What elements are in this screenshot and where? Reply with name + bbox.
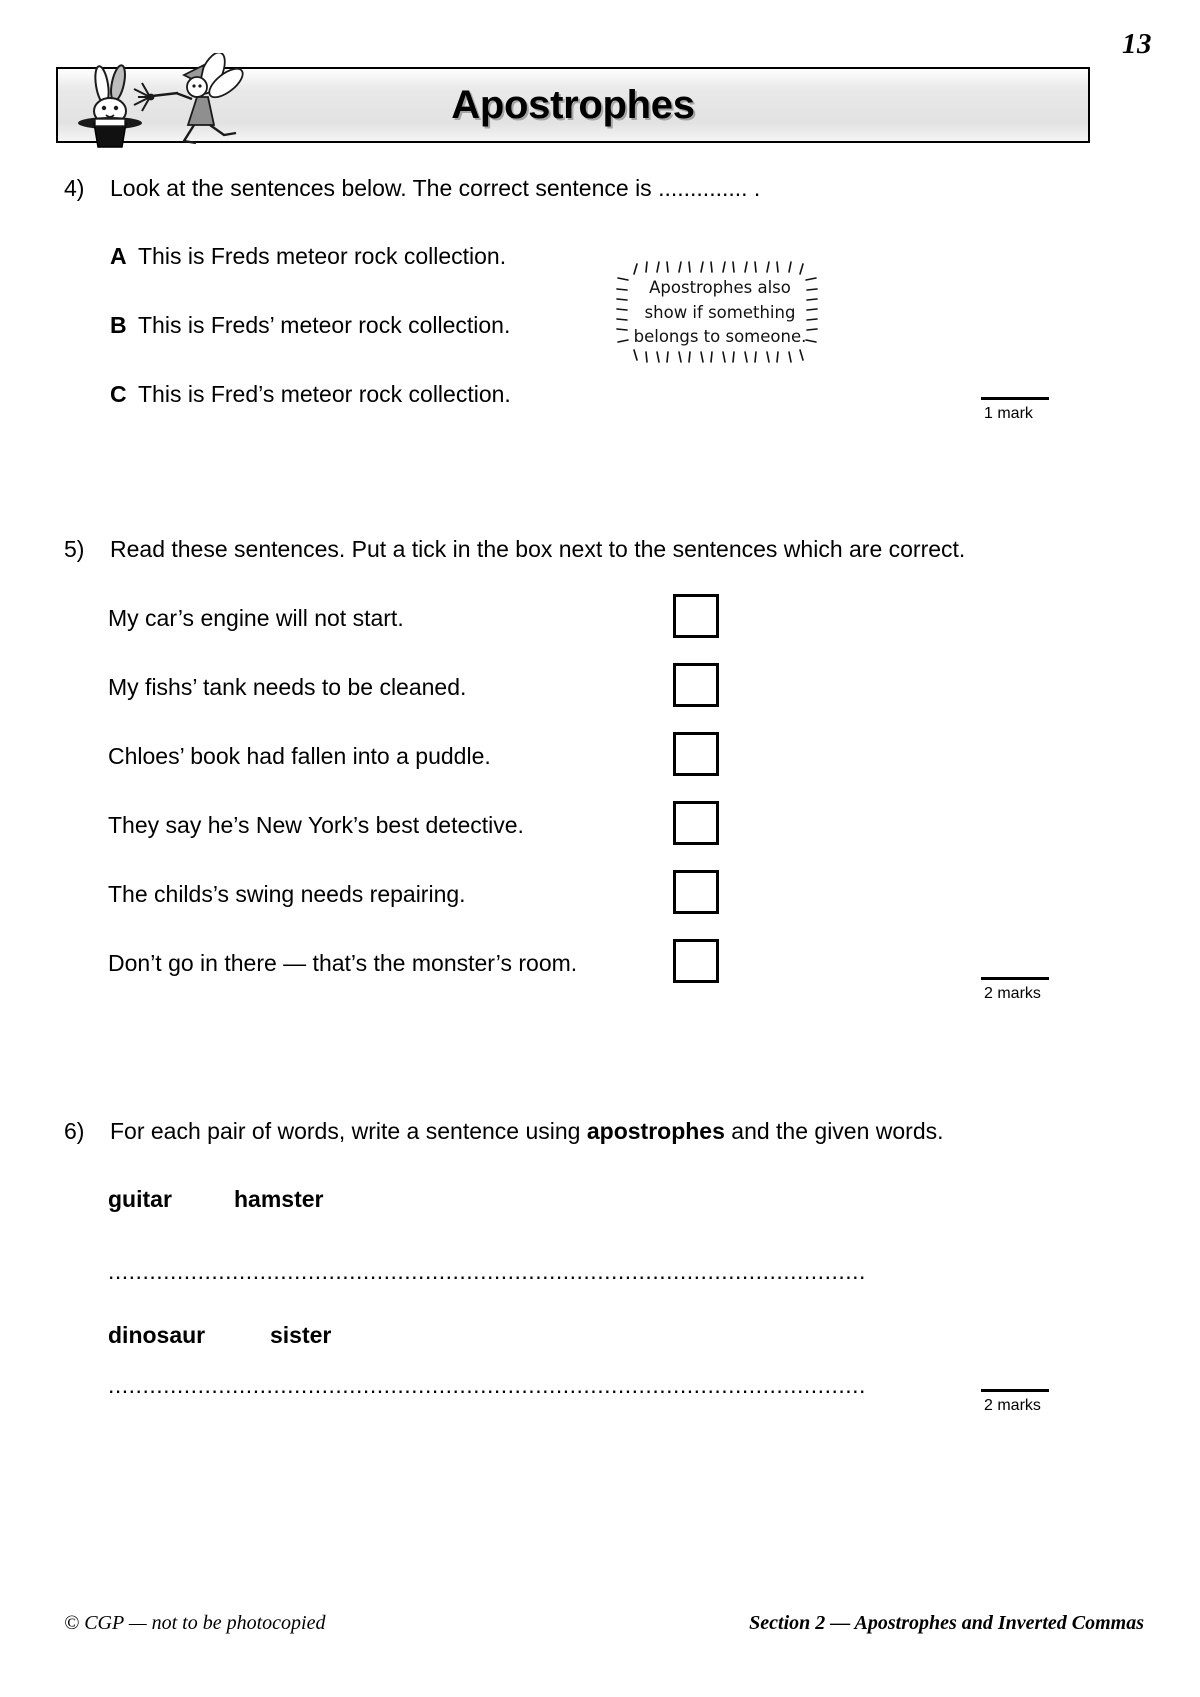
question-5-prompt: Read these sentences. Put a tick in the box next to the sentences which are correct.	[110, 536, 966, 562]
q5-tickbox-5[interactable]	[673, 870, 719, 914]
q5-sentence-5: The childs’s swing needs repairing.	[108, 881, 466, 907]
question-6-prompt	[110, 1118, 944, 1145]
q5-tickbox-2[interactable]	[673, 663, 719, 707]
q6-answer-line-2[interactable]: ..............................................................................................................	[108, 1372, 866, 1398]
question-6-number: 6)	[64, 1118, 85, 1144]
q5-tickbox-4[interactable]	[673, 801, 719, 845]
page-header-banner	[56, 67, 1090, 143]
page-title: Apostrophes	[451, 82, 695, 127]
option-c-letter: C	[110, 381, 127, 407]
option-a-text[interactable]: This is Freds meteor rock collection.	[138, 243, 507, 269]
question-6-mark-rule	[981, 1389, 1049, 1392]
hint-line-2: show if something	[644, 302, 796, 322]
question-5-marks: 2 marks	[984, 985, 1041, 1002]
hint-text	[628, 272, 812, 354]
page-number: 13	[1122, 28, 1152, 60]
q6-pair-1-word-2: hamster	[234, 1186, 324, 1212]
footer-copyright: © CGP — not to be photocopied	[64, 1612, 326, 1634]
q5-tickbox-3[interactable]	[673, 732, 719, 776]
q6-pair-2-word-1: dinosaur	[108, 1322, 206, 1348]
hint-line-3: belongs to someone.	[633, 327, 807, 347]
question-6-marks: 2 marks	[984, 1397, 1041, 1414]
q6-pair-2-word-2: sister	[270, 1322, 332, 1348]
footer-section: Section 2 — Apostrophes and Inverted Commas	[749, 1612, 1144, 1634]
q5-sentence-3: Chloes’ book had fallen into a puddle.	[108, 743, 491, 769]
q5-sentence-6: Don’t go in there — that’s the monster’s room.	[108, 950, 578, 976]
q5-sentence-4: They say he’s New York’s best detective.	[108, 812, 524, 838]
option-b-letter: B	[110, 312, 127, 338]
question-4-prompt: Look at the sentences below. The correct sentence is .............. .	[110, 175, 761, 201]
question-4-marks: 1 mark	[984, 405, 1033, 422]
hint-line-1: Apostrophes also	[649, 278, 791, 298]
option-c-text[interactable]: This is Fred’s meteor rock collection.	[138, 381, 511, 407]
question-5-mark-rule	[981, 977, 1049, 980]
q5-tickbox-6[interactable]	[673, 939, 719, 983]
q6-pair-1-word-1: guitar	[108, 1186, 172, 1212]
q5-sentence-1: My car’s engine will not start.	[108, 605, 404, 631]
question-5-number: 5)	[64, 536, 85, 562]
option-b-text[interactable]: This is Freds’ meteor rock collection.	[138, 312, 511, 338]
q6-prompt-bold: apostrophes	[586, 1118, 725, 1144]
hint-bubble	[612, 258, 826, 366]
q5-tickbox-1[interactable]	[673, 594, 719, 638]
question-4-mark-rule	[981, 397, 1049, 400]
question-4-number: 4)	[64, 175, 85, 201]
q6-prompt-after: and the given words.	[724, 1118, 944, 1144]
option-a-letter: A	[110, 243, 127, 269]
q6-prompt-before: For each pair of words, write a sentence using	[110, 1118, 587, 1144]
q6-answer-line-1[interactable]: ..............................................................................................................	[108, 1258, 866, 1284]
q5-sentence-2: My fishs’ tank needs to be cleaned.	[108, 674, 467, 700]
